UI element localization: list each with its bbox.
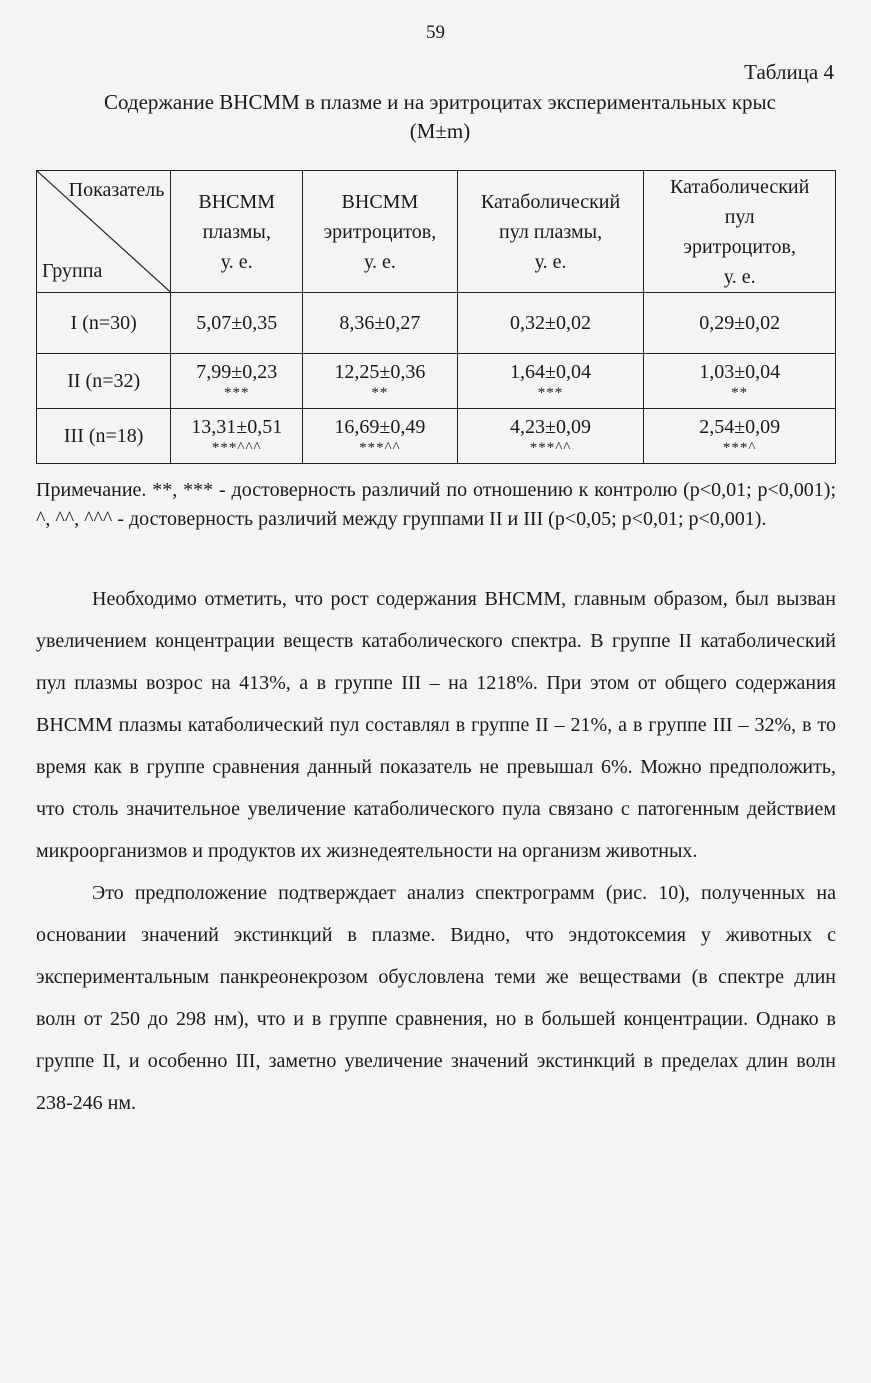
value-cell [171, 409, 303, 464]
col-header-erythrocytes [303, 171, 458, 293]
header-line: ВНСММ [198, 190, 276, 213]
cell-value: 2,54±0,09 [699, 416, 781, 438]
cell-value: 1,03±0,04 [699, 361, 781, 383]
significance-mark: ** [371, 385, 389, 401]
value-cell: 5,07±0,35 [171, 293, 303, 354]
paragraph: Это предположение подтверждает анализ спектрограмм (рис. 10), полученных на основании значений экстинкций в плазме. Видно, что эндотоксемия у животных с экспериментальным панкреонекрозом обусловлена теми же веществами (в спектре длин волн от 250 до 298 нм), что и в группе сравнения, но в большей концентрации. Однако в группе II, и особенно III, заметно увеличение значений экстинкций в пределах длин волн 238-246 нм. [36, 882, 836, 1114]
caption-line-2: (M±m) [409, 119, 471, 143]
value-cell [644, 409, 836, 464]
group-cell: I (n=30) [37, 293, 171, 354]
header-line: пул [724, 205, 755, 228]
cell-value: 12,25±0,36 [334, 361, 426, 383]
cell-value: 16,69±0,49 [334, 416, 426, 438]
significance-mark: ***^^ [529, 440, 572, 456]
header-line: у. е. [534, 250, 567, 273]
table-row-group-3 [37, 409, 836, 464]
value-cell [457, 354, 644, 409]
header-line: Катаболический [670, 175, 810, 198]
cell-value: 1,64±0,04 [510, 361, 592, 383]
header-line: у. е. [363, 250, 396, 273]
table-row-group-1 [37, 293, 836, 354]
header-line: у. е. [220, 250, 253, 273]
cell-value: 13,31±0,51 [191, 416, 283, 438]
group-cell: III (n=18) [37, 409, 171, 464]
header-line: ВНСММ [341, 190, 419, 213]
col-header-catabolic-erythrocytes [644, 171, 836, 293]
corner-header-cell [37, 171, 171, 293]
header-line: Катаболический [480, 190, 621, 213]
paragraph: Необходимо отметить, что рост содержания ВНСММ, главным образом, был вызван увеличением концентрации веществ катаболического спектра. В группе II катаболический пул плазмы возрос на 413%, а в группе III – на 1218%. При этом от общего содержания ВНСММ плазмы катаболический пул составлял в группе II – 21%, а в группе III – 32%, в то время как в группе сравнения данный показатель не превышал 6%. Можно предположить, что столь значительное увеличение катаболического пула связано с патогенным действием микроорганизмов и продуктов их жизнедеятельности на организм животных. [36, 588, 836, 862]
value-cell [457, 409, 644, 464]
table-caption [40, 88, 840, 146]
col-header-catabolic-plasma [457, 171, 644, 293]
table-header-row [37, 171, 836, 293]
value-cell [303, 354, 458, 409]
value-cell: 8,36±0,27 [303, 293, 458, 354]
body-text [36, 578, 836, 1124]
header-line: плазмы, [202, 220, 271, 243]
table-label: Таблица 4 [744, 60, 834, 84]
significance-mark: ***^^^ [211, 440, 262, 456]
significance-mark: *** [537, 385, 564, 401]
page-number: 59 [426, 22, 445, 43]
header-line: эритроцитов, [323, 220, 437, 243]
value-cell: 0,29±0,02 [644, 293, 836, 354]
significance-mark: *** [223, 385, 250, 401]
table-row-group-2 [37, 354, 836, 409]
results-table [36, 170, 836, 464]
value-cell [171, 354, 303, 409]
value-cell [644, 354, 836, 409]
header-line: у. е. [723, 265, 756, 288]
col-header-plasma [171, 171, 303, 293]
significance-mark: ** [731, 385, 749, 401]
group-cell: II (n=32) [37, 354, 171, 409]
caption-line-1: Содержание ВНСММ в плазме и на эритроцитах экспериментальных крыс [104, 90, 776, 114]
value-cell: 0,32±0,02 [457, 293, 644, 354]
corner-label-indicator: Показатель [68, 179, 165, 201]
header-line: пул плазмы, [499, 220, 603, 243]
cell-value: 7,99±0,23 [196, 361, 278, 383]
table-note: Примечание. **, *** - достоверность различий по отношению к контролю (p<0,01; p<0,001); ^, ^^, ^^^ - достоверность различий между группами II и III (p<0,05; p<0,01; p<0,001). [36, 479, 836, 530]
cell-value: 4,23±0,09 [510, 416, 592, 438]
value-cell [303, 409, 458, 464]
corner-label-group: Группа [42, 260, 103, 282]
significance-mark: ***^^ [359, 440, 401, 456]
header-line: эритроцитов, [683, 235, 796, 258]
significance-mark: ***^ [722, 440, 757, 456]
